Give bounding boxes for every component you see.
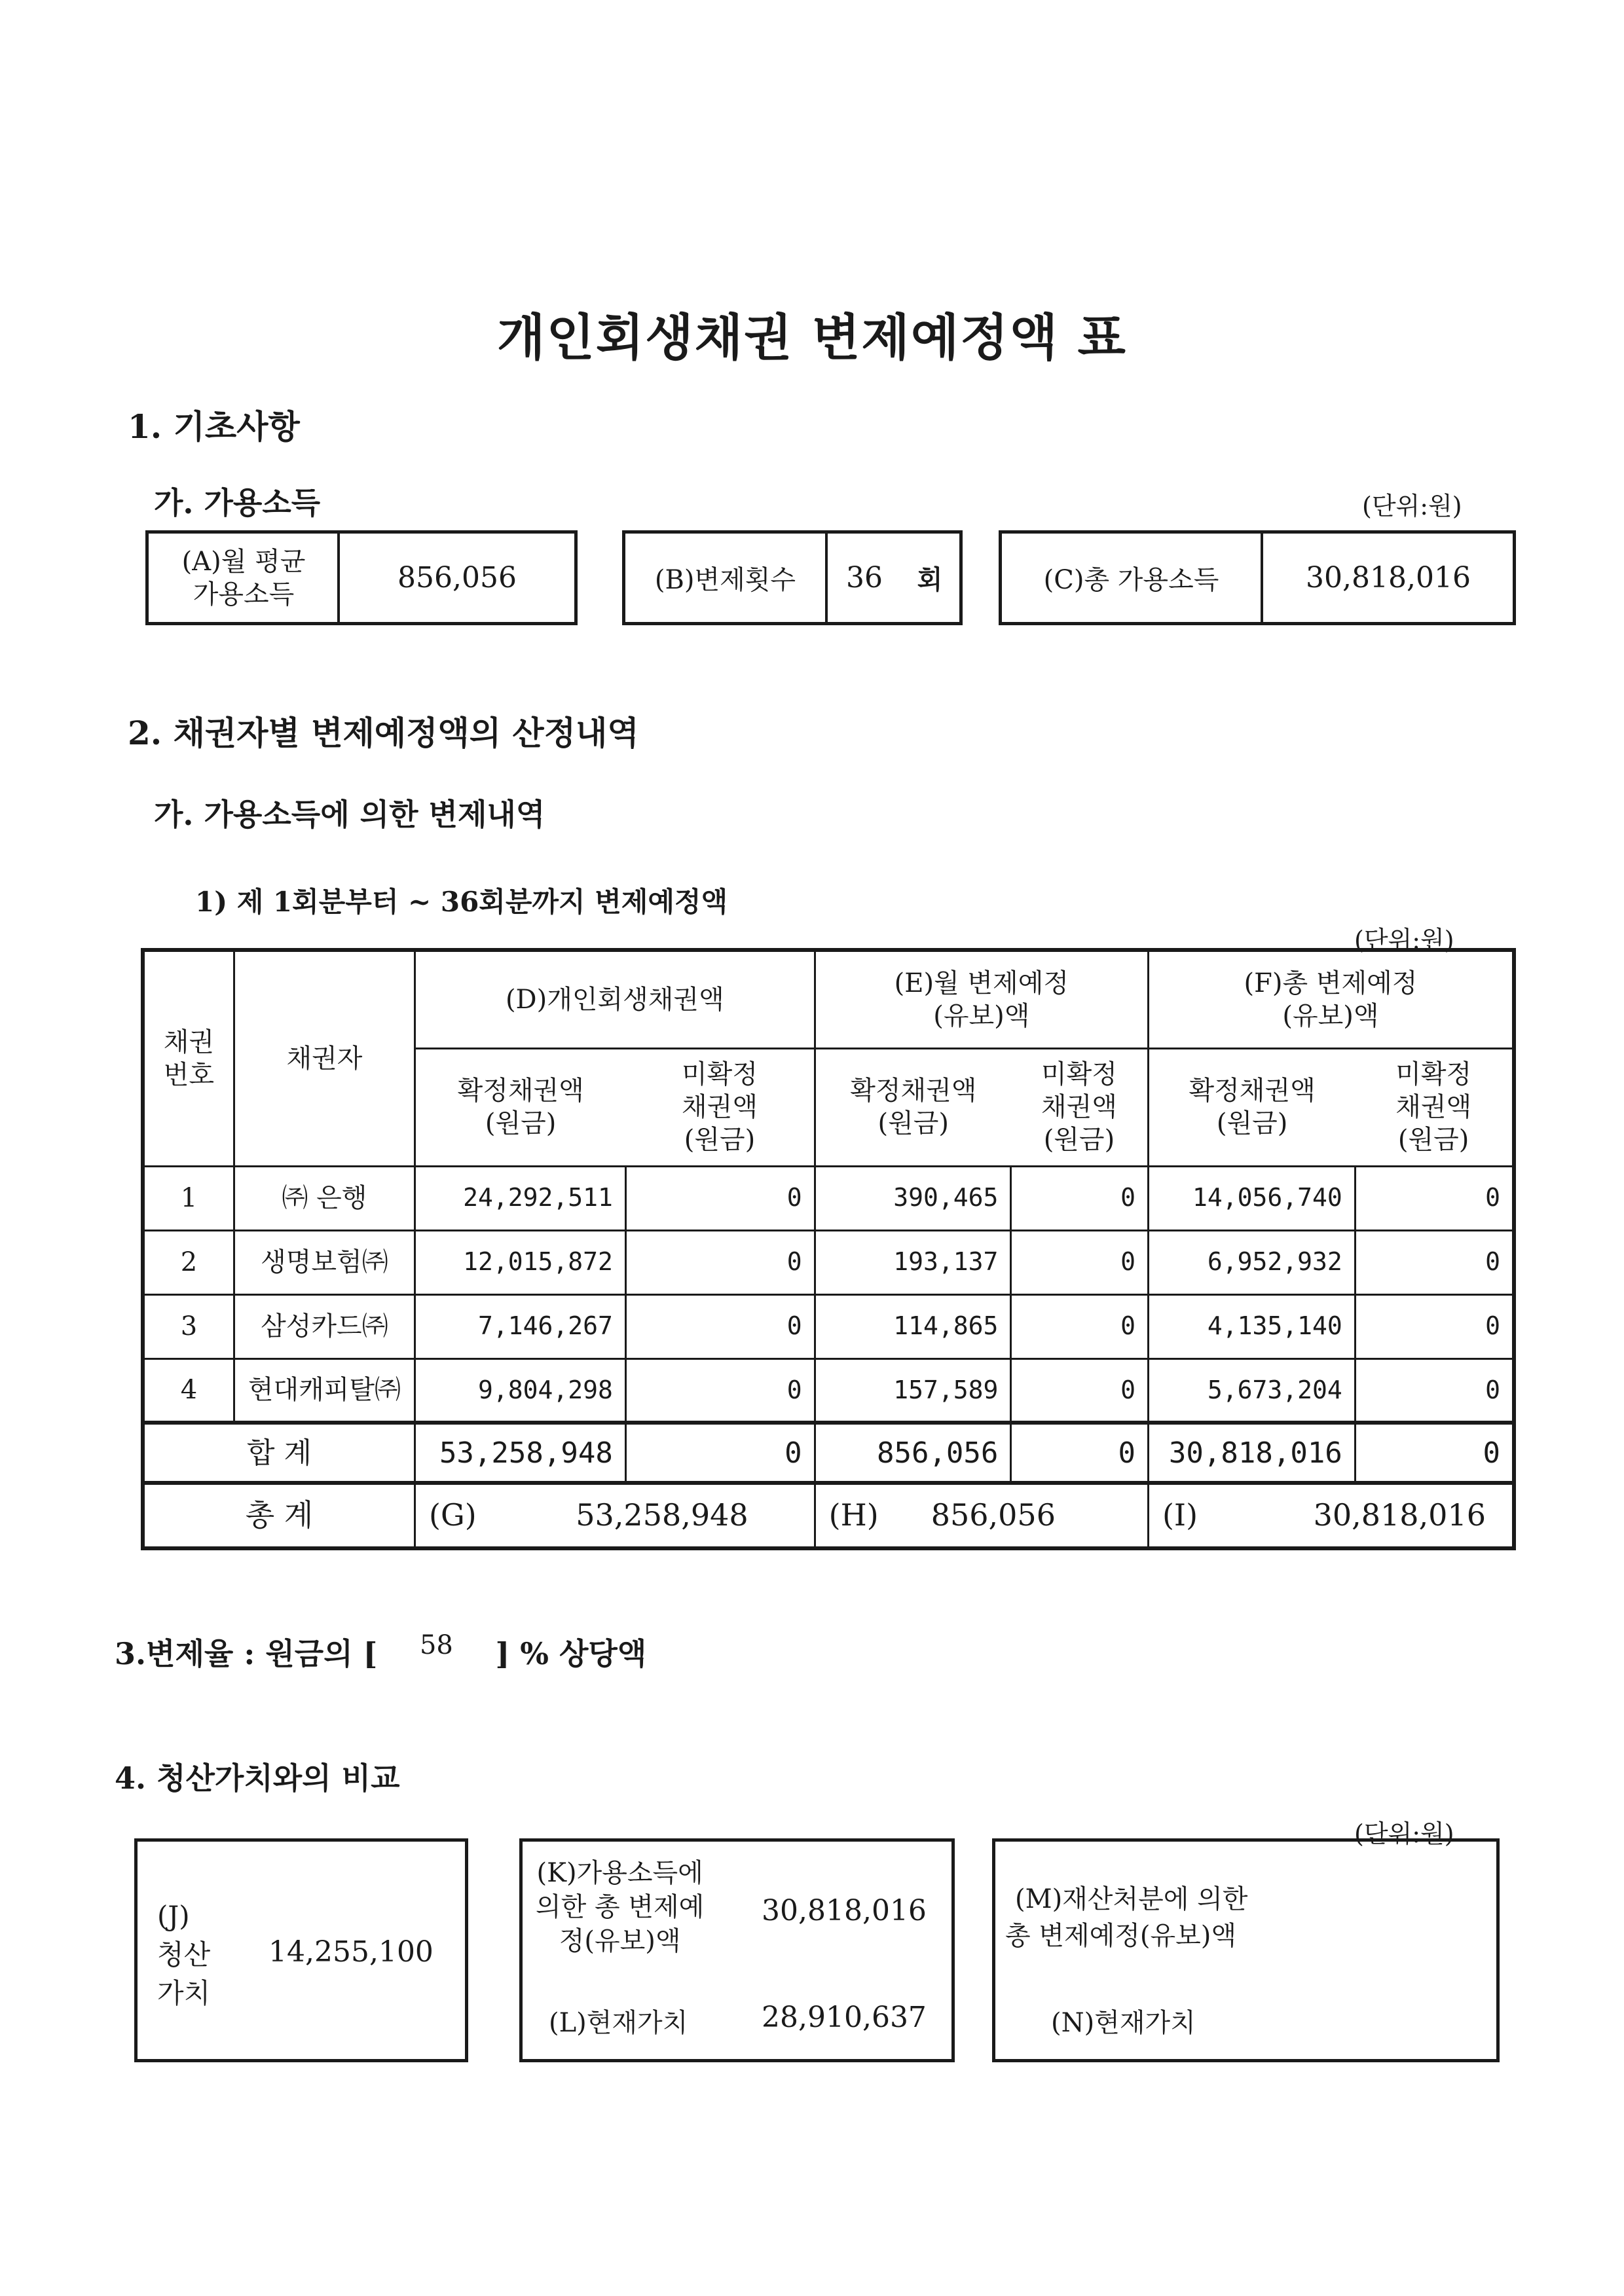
total-income-value: 30,818,016: [1306, 561, 1471, 594]
rate-prefix: 3.변제율 : 원금의 [: [115, 1636, 378, 1671]
monthly-income-label-line2: 가용소득: [193, 579, 295, 610]
row-f-fixed: 4,135,140: [1148, 1294, 1355, 1358]
income-repayment-label: (K)가용소득에 의한 총 변제예 정(유보)액: [536, 1858, 705, 1956]
monthly-income-box: [145, 530, 578, 625]
row-e-fixed: 193,137: [815, 1230, 1011, 1294]
asset-disposal-box: [992, 1838, 1500, 2062]
sum-f-fixed: 30,818,016: [1148, 1423, 1355, 1483]
row-f-fixed: 5,673,204: [1148, 1358, 1355, 1423]
header-creditor: 채권자: [234, 950, 415, 1166]
row-d-unfixed: 0: [625, 1294, 815, 1358]
header-f-unfixed: 미확정 채권액 (원금): [1355, 1048, 1514, 1166]
present-value-l: 28,910,637: [762, 2001, 927, 2034]
monthly-income-label: [149, 534, 339, 622]
page-title: 개인회생채권 변제예정액 표: [497, 308, 1127, 367]
total-i: (I) 30,818,016: [1148, 1483, 1514, 1548]
row-d-unfixed: 0: [625, 1166, 815, 1230]
repayment-table: [141, 948, 1516, 1550]
row-e-unfixed: 0: [1011, 1294, 1149, 1358]
header-d-unfixed: 미확정 채권액 (원금): [625, 1048, 815, 1166]
monthly-income-value: 856,056: [397, 561, 517, 594]
sum-f-unfixed: 0: [1355, 1423, 1514, 1483]
repayment-count-label: (B)변제횟수: [654, 565, 796, 595]
repayment-count-box: [622, 530, 963, 625]
table-row: [143, 1358, 1514, 1423]
header-f-fixed: 확정채권액 (원금): [1148, 1048, 1355, 1166]
section-2-subheading: 가. 가용소득에 의한 변제내역: [154, 797, 545, 832]
table-row: [143, 1230, 1514, 1294]
total-row: [143, 1483, 1514, 1548]
section-1-heading: 1. 기초사항: [128, 407, 300, 446]
row-d-unfixed: 0: [625, 1230, 815, 1294]
section-2-subsubheading: 1) 제 1회분부터 ~ 36회분까지 변제예정액: [195, 886, 728, 918]
rate-value: 58: [419, 1630, 453, 1660]
liquidation-value: 14,255,100: [268, 1935, 434, 1969]
row-creditor: 현대캐피탈㈜: [234, 1358, 415, 1423]
row-e-unfixed: 0: [1011, 1230, 1149, 1294]
present-value-n-label: (N)현재가치: [1051, 2008, 1196, 2038]
rate-suffix: ] % 상당액: [495, 1636, 647, 1671]
header-f: (F)총 변제예정 (유보)액: [1148, 950, 1514, 1048]
row-no: 2: [143, 1230, 234, 1294]
row-d-fixed: 7,146,267: [415, 1294, 626, 1358]
sum-row: [143, 1423, 1514, 1483]
header-d: (D)개인회생채권액: [415, 950, 815, 1048]
repayment-count-suffix: 회: [917, 564, 943, 595]
liquidation-value-box: [134, 1838, 468, 2062]
total-h: (H) 856,056: [815, 1483, 1148, 1548]
row-no: 3: [143, 1294, 234, 1358]
repayment-count-value: 36: [846, 561, 883, 594]
header-e: (E)월 변제예정 (유보)액: [815, 950, 1148, 1048]
sum-e-unfixed: 0: [1011, 1423, 1149, 1483]
row-creditor: ㈜ 은행: [234, 1166, 415, 1230]
total-g: (G) 53,258,948: [415, 1483, 815, 1548]
row-f-fixed: 14,056,740: [1148, 1166, 1355, 1230]
unit-label-1: (단위:원): [1362, 492, 1462, 520]
unit-label-4: (단위:원): [1354, 1819, 1454, 1848]
section-3-repayment-rate: [115, 1630, 646, 1673]
row-creditor: 삼성카드㈜: [234, 1294, 415, 1358]
header-creditor-no: 채권 번호: [143, 950, 234, 1166]
present-value-l-label: (L)현재가치: [549, 2008, 688, 2038]
sum-e-fixed: 856,056: [815, 1423, 1011, 1483]
row-e-fixed: 157,589: [815, 1358, 1011, 1423]
row-e-unfixed: 0: [1011, 1166, 1149, 1230]
row-creditor: 생명보험㈜: [234, 1230, 415, 1294]
header-e-fixed: 확정채권액 (원금): [815, 1048, 1011, 1166]
section-1-subheading: 가. 가용소득: [154, 485, 321, 520]
row-f-fixed: 6,952,932: [1148, 1230, 1355, 1294]
row-e-fixed: 114,865: [815, 1294, 1011, 1358]
sum-d-unfixed: 0: [625, 1423, 815, 1483]
total-label: 총 계: [143, 1483, 415, 1548]
income-repayment-value: 30,818,016: [762, 1894, 927, 1927]
row-e-fixed: 390,465: [815, 1166, 1011, 1230]
section-4-heading: 4. 청산가치와의 비교: [115, 1760, 400, 1796]
liquidation-value-label: (J) 청산 가치: [157, 1900, 211, 2009]
row-d-unfixed: 0: [625, 1358, 815, 1423]
asset-disposal-label: (M)재산처분에 의한 총 변제예정(유보)액: [1005, 1884, 1248, 1951]
row-no: 4: [143, 1358, 234, 1423]
row-d-fixed: 24,292,511: [415, 1166, 626, 1230]
row-no: 1: [143, 1166, 234, 1230]
row-d-fixed: 9,804,298: [415, 1358, 626, 1423]
monthly-income-label-line1: (A)월 평균: [181, 546, 306, 577]
sum-d-fixed: 53,258,948: [415, 1423, 626, 1483]
row-f-unfixed: 0: [1355, 1166, 1514, 1230]
header-e-unfixed: 미확정 채권액 (원금): [1011, 1048, 1149, 1166]
sum-label: 합 계: [143, 1423, 415, 1483]
table-row: [143, 1294, 1514, 1358]
total-income-box: [999, 530, 1516, 625]
table-row: [143, 1166, 1514, 1230]
header-d-fixed: 확정채권액 (원금): [415, 1048, 626, 1166]
row-e-unfixed: 0: [1011, 1358, 1149, 1423]
row-f-unfixed: 0: [1355, 1358, 1514, 1423]
unit-label-2: (단위:원): [1354, 926, 1454, 955]
row-f-unfixed: 0: [1355, 1294, 1514, 1358]
section-2-heading: 2. 채권자별 변제예정액의 산정내역: [128, 714, 639, 752]
row-d-fixed: 12,015,872: [415, 1230, 626, 1294]
row-f-unfixed: 0: [1355, 1230, 1514, 1294]
income-repayment-box: [519, 1838, 955, 2062]
total-income-label: (C)총 가용소득: [1043, 565, 1219, 595]
